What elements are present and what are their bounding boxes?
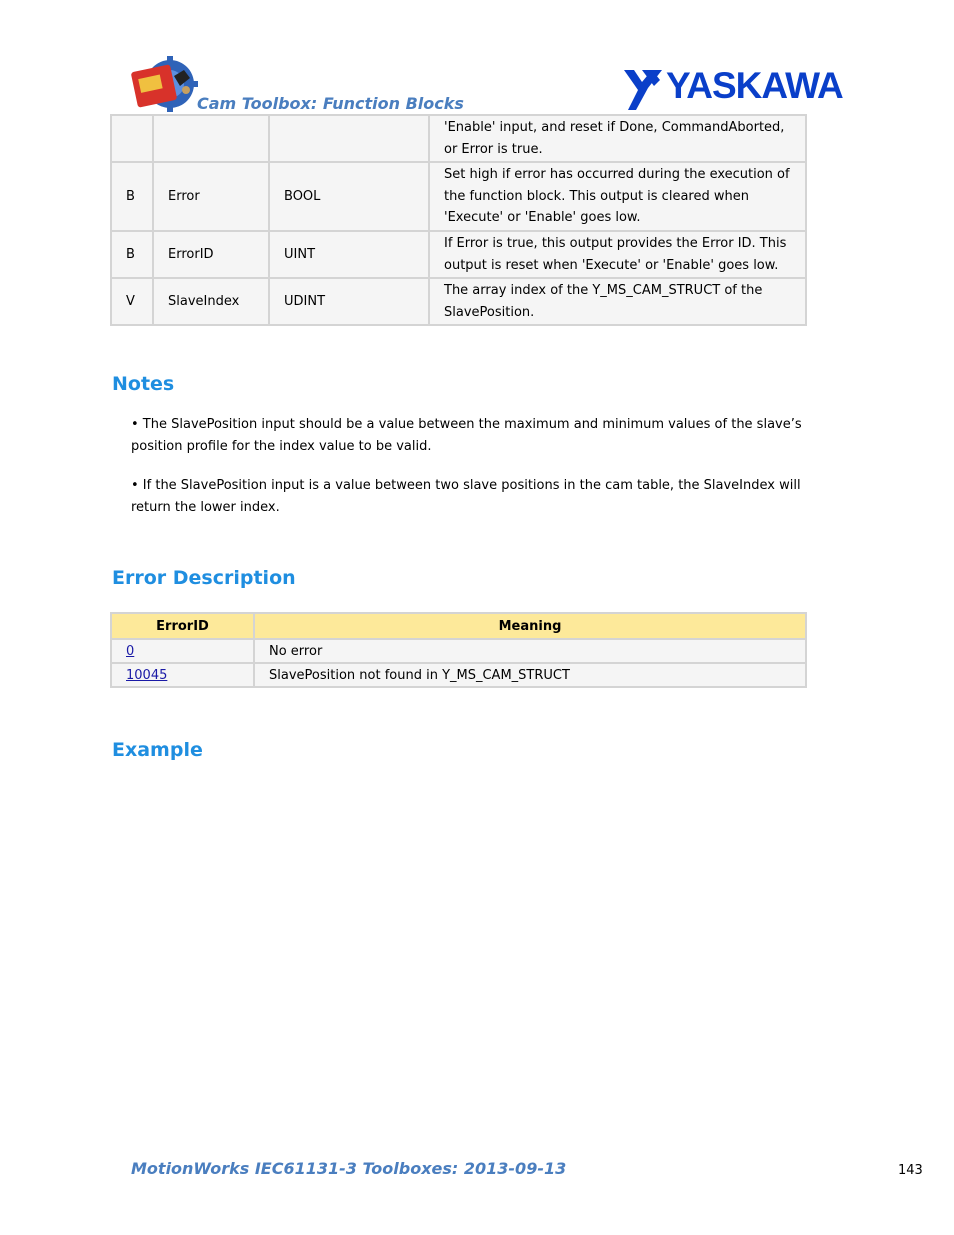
error-id-cell	[111, 639, 254, 663]
table-row	[111, 278, 806, 325]
table-row	[111, 663, 806, 687]
error-description-heading: Error Description	[112, 567, 296, 589]
param-type: B	[111, 162, 153, 231]
column-header-meaning: Meaning	[254, 613, 806, 639]
param-type: B	[111, 231, 153, 278]
output-parameter-table	[110, 114, 807, 326]
param-name: ErrorID	[153, 231, 269, 278]
note-item: • The SlavePosition input should be a value between the maximum and minimum values of the slave’s position profile for the index value to be valid.	[131, 417, 802, 454]
param-datatype: UINT	[269, 231, 429, 278]
toolbox-logo-icon	[130, 56, 200, 112]
column-header-errorid: ErrorID	[111, 613, 254, 639]
error-id-cell	[111, 663, 254, 687]
param-description: Set high if error has occurred during the execution of the function block. This output is cleared when 'Execute' or 'Enable' goes low.	[429, 162, 806, 231]
error-table	[110, 612, 807, 688]
example-heading: Example	[112, 739, 203, 761]
error-id-link[interactable]: 10045	[126, 667, 168, 683]
param-description: 'Enable' input, and reset if Done, CommandAborted, or Error is true.	[429, 115, 806, 162]
error-meaning-cell: No error	[254, 639, 806, 663]
param-description: If Error is true, this output provides the Error ID. This output is reset when 'Execute' or 'Enable' goes low.	[429, 231, 806, 278]
param-description: The array index of the Y_MS_CAM_STRUCT of the SlavePosition.	[429, 278, 806, 325]
table-header-row	[111, 613, 806, 639]
table-row	[111, 639, 806, 663]
param-datatype: BOOL	[269, 162, 429, 231]
param-name: SlaveIndex	[153, 278, 269, 325]
error-id-link[interactable]: 0	[126, 643, 135, 659]
note-item: • If the SlavePosition input is a value between two slave positions in the cam table, the SlaveIndex will return the lower index.	[131, 478, 801, 515]
footer-title: MotionWorks IEC61131-3 Toolboxes: 2013-09-13	[131, 1159, 567, 1178]
brand-name: YASKAWA	[666, 65, 843, 106]
page-number: 143	[898, 1163, 923, 1178]
error-meaning-cell: SlavePosition not found in Y_MS_CAM_STRUCT	[254, 663, 806, 687]
param-datatype	[269, 115, 429, 162]
param-datatype: UDINT	[269, 278, 429, 325]
table-row	[111, 231, 806, 278]
param-name: Error	[153, 162, 269, 231]
param-type: V	[111, 278, 153, 325]
table-row	[111, 162, 806, 231]
header-title: Cam Toolbox: Function Blocks	[197, 94, 464, 113]
table-row	[111, 115, 806, 162]
yaskawa-logo	[622, 66, 844, 112]
param-type	[111, 115, 153, 162]
notes-heading: Notes	[112, 373, 175, 395]
param-name	[153, 115, 269, 162]
